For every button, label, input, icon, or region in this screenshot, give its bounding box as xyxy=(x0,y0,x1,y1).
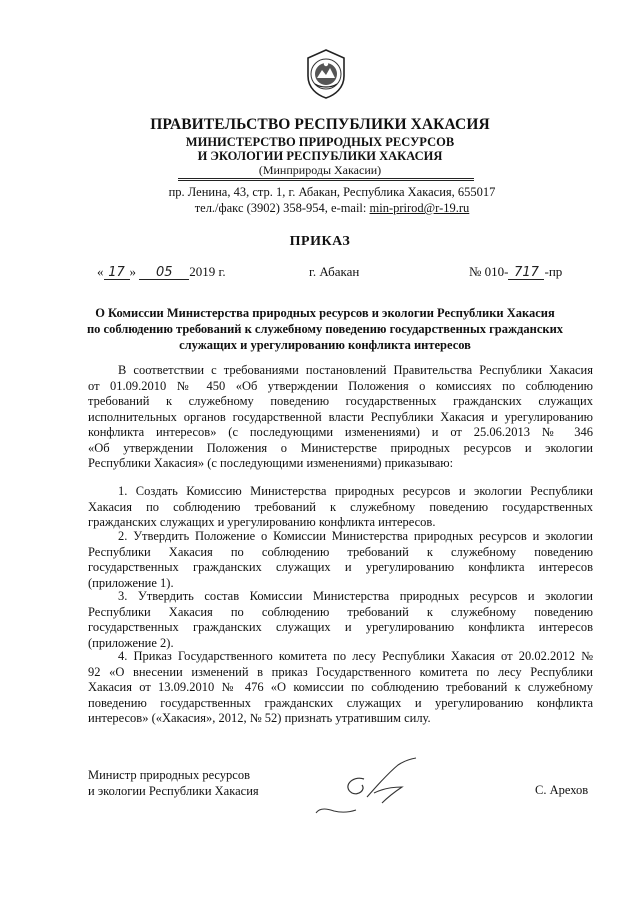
paragraph-line: гражданских служащих и урегулированию конфликта интересов. xyxy=(88,515,436,529)
number-value: 717 xyxy=(508,267,544,280)
paragraph-line: 2. Утвердить Положение о Комиссии Министерства природных ресурсов и экологии xyxy=(118,529,593,543)
order-title xyxy=(60,305,590,353)
header-divider-double xyxy=(178,180,474,181)
paragraph-line: Республики Хакасия по соблюдению требований к служебному поведению xyxy=(88,604,593,619)
ministry-name-line1: МИНИСТЕРСТВО ПРИРОДНЫХ РЕСУРСОВ xyxy=(185,135,455,149)
paragraph-line: 92 «О внесении изменений в приказ Государственного комитета по лесу Республики xyxy=(88,664,593,679)
title-line: служащих и урегулированию конфликта интересов xyxy=(179,338,471,352)
preamble-paragraph xyxy=(88,363,593,472)
title-line: по соблюдению требований к служебному поведению государственных гражданских xyxy=(86,322,564,336)
paragraph-line: 3. Утвердить состав Комиссии Министерства природных ресурсов и экологии xyxy=(118,589,593,603)
paragraph-line: 1. Создать Комиссию Министерства природных ресурсов и экологии Республики xyxy=(118,484,593,498)
ministry-short-name: (Минприроды Хакасии) xyxy=(258,163,382,177)
header-divider xyxy=(178,178,474,179)
date-month: 05 xyxy=(139,267,189,280)
order-item-1 xyxy=(88,484,593,531)
paragraph-line: В соответствии с требованиями постановлений Правительства Республики Хакасия xyxy=(118,363,593,377)
paragraph-line: 4. Приказ Государственного комитета по лесу Республики Хакасия от 20.02.2012 № xyxy=(118,649,593,663)
number-suffix: -пр xyxy=(544,264,563,279)
order-number xyxy=(469,264,562,280)
contact-line xyxy=(12,201,640,216)
paragraph-line: «Об утверждении Положения о Министерстве природных ресурсов и экологии xyxy=(88,440,593,455)
order-item-4 xyxy=(88,649,593,727)
paragraph-line: Республики Хакасия» (с последующими изменениями) приказываю: xyxy=(88,456,454,470)
order-item-2 xyxy=(88,529,593,591)
paragraph-line: от 01.09.2010 № 450 «Об утверждении Положения о комиссиях по соблюдению xyxy=(88,378,593,393)
paragraph-line: исполнительных органов государственной власти Республики Хакасия и урегулированию xyxy=(88,409,593,424)
title-line: О Комиссии Министерства природных ресурсов и экологии Республики Хакасия xyxy=(95,306,555,320)
phone-text: тел./факс (3902) 358-954, e-mail: xyxy=(194,201,370,215)
paragraph-line: Хакасия от 13.09.2010 № 476 «О комиссии по соблюдению требований к служебному xyxy=(88,680,593,694)
paragraph-line: (приложение 2). xyxy=(88,635,174,650)
number-prefix: № 010- xyxy=(469,264,509,279)
position-line: и экологии Республики Хакасия xyxy=(88,784,259,798)
paragraph-line: Хакасия по соблюдению требований к служебному поведению государственных xyxy=(88,499,593,514)
order-date xyxy=(97,264,226,280)
address: пр. Ленина, 43, стр. 1, г. Абакан, Республика Хакасия, 655017 xyxy=(168,185,496,199)
paragraph-line: (приложение 1). xyxy=(88,575,174,590)
date-day: 17 xyxy=(104,267,130,280)
document-type: ПРИКАЗ xyxy=(289,234,351,249)
paragraph-line: конфликта интересов» (с последующими изменениями) и от 25.06.2013 № 346 xyxy=(88,425,593,439)
order-city: г. Абакан xyxy=(309,264,360,279)
government-name: ПРАВИТЕЛЬСТВО РЕСПУБЛИКИ ХАКАСИЯ xyxy=(150,116,490,133)
coat-of-arms-icon xyxy=(303,48,349,100)
position-line: Министр природных ресурсов xyxy=(88,768,251,782)
order-item-3 xyxy=(88,589,593,651)
email-link[interactable]: min-prirod@r-19.ru xyxy=(369,201,470,215)
date-year: 2019 г. xyxy=(189,264,226,279)
handwritten-signature xyxy=(312,757,432,821)
signatory-position xyxy=(88,767,259,799)
date-close-quote: » xyxy=(129,264,136,279)
paragraph-line: интересов» («Хакасия», 2012, № 52) признать утратившим силу. xyxy=(88,711,431,725)
signatory-name: С. Арехов xyxy=(535,783,589,797)
paragraph-line: государственных гражданских служащих и урегулированию конфликта интересов xyxy=(88,620,593,634)
ministry-name-line2: И ЭКОЛОГИИ РЕСПУБЛИКИ ХАКАСИЯ xyxy=(197,149,443,163)
paragraph-line: Республики Хакасия по соблюдению требований к служебному поведению xyxy=(88,544,593,559)
date-open-quote: « xyxy=(97,264,104,279)
paragraph-line: требований к служебному поведению государственных гражданских служащих xyxy=(88,394,593,408)
paragraph-line: поведению государственных гражданских служащих и урегулированию конфликта xyxy=(88,695,593,710)
paragraph-line: государственных гражданских служащих и урегулированию конфликта интересов xyxy=(88,560,593,574)
